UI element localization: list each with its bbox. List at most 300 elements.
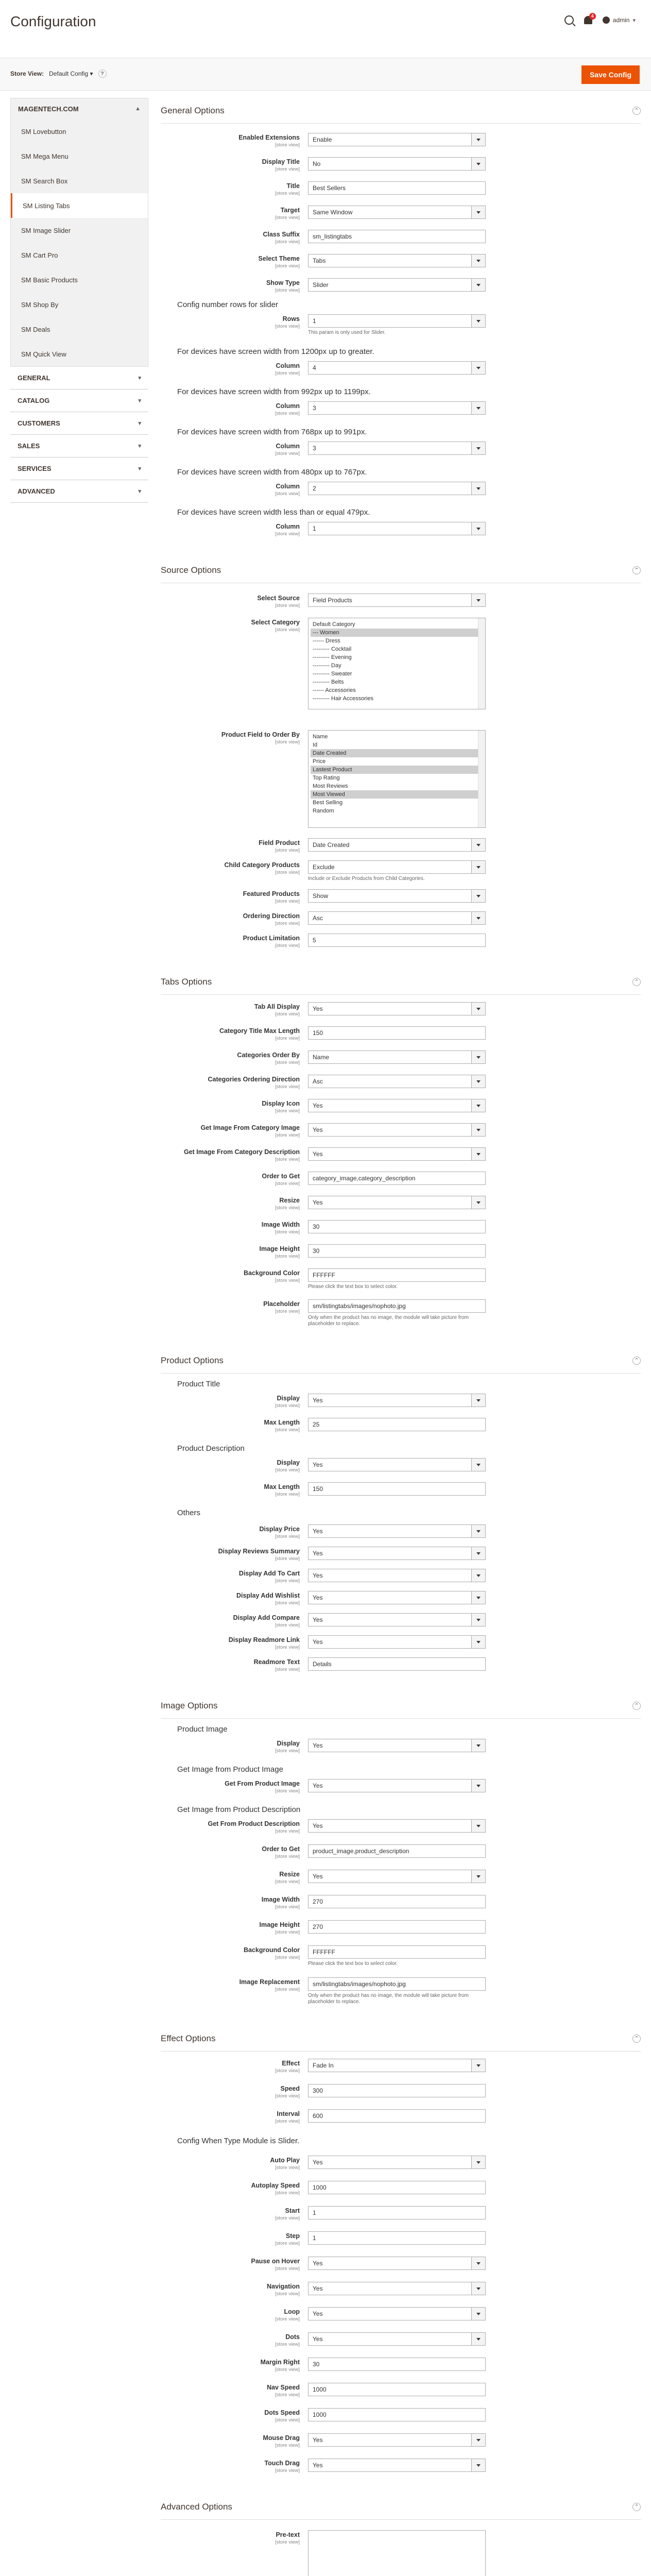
- field-label: Autoplay Speed [store view]: [161, 2181, 308, 2196]
- scope-label: [store view]: [275, 1748, 300, 1754]
- field-wrap: [308, 934, 486, 948]
- scope-label: [store view]: [275, 2266, 300, 2272]
- scope-label: [store view]: [275, 1157, 300, 1162]
- field-label: Image Replacement [store view]: [161, 1977, 308, 2005]
- field-label: Display Add Compare [store view]: [161, 1613, 308, 1628]
- multiselect-option[interactable]: Lastest Product: [311, 766, 483, 774]
- field-label: Order to Get [store view]: [161, 1172, 308, 1187]
- field-label: Display Title [store view]: [161, 157, 308, 172]
- start-input[interactable]: 1: [308, 2206, 486, 2219]
- scope-label: [store view]: [275, 943, 300, 948]
- row-autoplay-speed: [161, 2181, 641, 2196]
- image-replacement-input[interactable]: sm/listingtabs/images/nophoto.jpg: [308, 1977, 486, 1991]
- section-source-options: [161, 557, 641, 948]
- field-note: This param is only used for Slider.: [308, 330, 386, 335]
- sidebar-item-sm-quick-view[interactable]: SM Quick View: [21, 350, 66, 358]
- subheading-config-when-type-module-is-slider: Config When Type Module is Slider.: [177, 2137, 300, 2145]
- row-start: [161, 2206, 641, 2221]
- field-label: Get From Product Image [store view]: [161, 1779, 308, 1794]
- row-display-icon: [161, 1099, 641, 1114]
- multiselect-option[interactable]: Top Rating: [313, 775, 340, 781]
- interval-input[interactable]: 600: [308, 2109, 486, 2123]
- section-header-source-options[interactable]: [161, 557, 641, 583]
- field-label: Display Add Wishlist [store view]: [161, 1591, 308, 1606]
- field-product-select[interactable]: Date Created: [308, 838, 486, 852]
- auto-play-select[interactable]: Yes: [308, 2156, 486, 2169]
- max-length-input[interactable]: 25: [308, 1418, 486, 1431]
- sidebar-group-header[interactable]: [11, 98, 148, 119]
- placeholder-input[interactable]: sm/listingtabs/images/nophoto.jpg: [308, 1299, 486, 1313]
- multiselect-option[interactable]: Date Created: [311, 749, 483, 757]
- field-wrap: [308, 1635, 486, 1650]
- field-wrap: [308, 522, 486, 537]
- sidebar-group-title: MAGENTECH.COM: [18, 105, 79, 113]
- row-pause-on-hover: [161, 2257, 641, 2272]
- field-wrap: [308, 2156, 486, 2171]
- scope-label: [store view]: [275, 324, 300, 329]
- row-enabled-extensions: [161, 133, 641, 148]
- field-wrap: [308, 2358, 486, 2372]
- field-label: Title [store view]: [161, 181, 308, 196]
- display-select[interactable]: Yes: [308, 1394, 486, 1407]
- sidebar-section-label: SALES: [18, 442, 40, 450]
- scope-label: [store view]: [275, 1600, 300, 1606]
- ordering-direction-select[interactable]: Asc: [308, 911, 486, 925]
- field-wrap: [308, 1613, 486, 1628]
- field-label: Product Field to Order By [store view]: [161, 730, 308, 828]
- touch-drag-select[interactable]: Yes: [308, 2459, 486, 2472]
- multiselect-option[interactable]: --- Women: [311, 629, 483, 637]
- select-theme-select[interactable]: Tabs: [308, 254, 486, 267]
- field-wrap: [308, 2307, 486, 2322]
- page-header: [0, 0, 651, 52]
- multiselect-option[interactable]: --------- Hair Accessories: [313, 696, 373, 702]
- sidebar-item-sm-deals[interactable]: SM Deals: [21, 325, 50, 333]
- row-readmore-text: [161, 1657, 641, 1672]
- row-get-image-from-category-description: [161, 1147, 641, 1162]
- scope-label: [store view]: [275, 1011, 300, 1017]
- scope-label: [store view]: [275, 2068, 300, 2074]
- readmore-text-input[interactable]: Details: [308, 1657, 486, 1671]
- field-label: Resize [store view]: [161, 1196, 308, 1211]
- multiselect-scrollbar[interactable]: [478, 731, 485, 827]
- field-label: Navigation [store view]: [161, 2282, 308, 2297]
- multiselect-option[interactable]: Random: [313, 808, 334, 814]
- row-title: [161, 181, 641, 196]
- scope-label: [store view]: [275, 1403, 300, 1409]
- scope-label: [store view]: [275, 1622, 300, 1628]
- sidebar-section-catalog[interactable]: [10, 389, 148, 412]
- field-label: Max Length [store view]: [161, 1482, 308, 1497]
- field-wrap: [308, 594, 486, 608]
- field-label: Display [store view]: [161, 1458, 308, 1473]
- section-title: General Options: [161, 105, 225, 115]
- scope-label: [store view]: [275, 1929, 300, 1935]
- notifications-icon[interactable]: [584, 13, 594, 24]
- multiselect-option[interactable]: ------ Accessories: [313, 687, 356, 693]
- show-type-select[interactable]: Slider: [308, 278, 486, 292]
- subheading-for-devices-have-screen-width-from-768px: For devices have screen width from 768px up to 991px.: [177, 428, 367, 436]
- row-ordering-direction: [161, 911, 641, 926]
- scope-label: [store view]: [275, 1309, 300, 1314]
- column-select[interactable]: 3: [308, 401, 486, 415]
- column-select[interactable]: 2: [308, 482, 486, 495]
- categories-ordering-direction-select[interactable]: Asc: [308, 1075, 486, 1088]
- row-resize: [161, 1870, 641, 1885]
- multiselect-option[interactable]: Price: [313, 758, 326, 765]
- field-wrap: [308, 1172, 486, 1187]
- field-label: Background Color [store view]: [161, 1268, 308, 1290]
- row-column: [161, 522, 641, 537]
- scope-label: [store view]: [275, 603, 300, 608]
- product-field-to-order-by-multiselect[interactable]: [308, 730, 486, 828]
- loop-select[interactable]: Yes: [308, 2307, 486, 2320]
- field-wrap: [308, 1920, 486, 1935]
- row-image-width: [161, 1895, 641, 1910]
- row-show-type: [161, 278, 641, 293]
- user-menu[interactable]: [603, 16, 636, 24]
- target-select[interactable]: Same Window: [308, 206, 486, 219]
- scope-label: [store view]: [275, 1181, 300, 1187]
- sidebar-item-sm-mega-menu[interactable]: SM Mega Menu: [21, 152, 68, 160]
- search-icon[interactable]: [564, 15, 574, 25]
- multiselect-option[interactable]: --------- Evening: [313, 654, 352, 660]
- order-to-get-input[interactable]: category_image,category_description: [308, 1172, 486, 1185]
- class-suffix-input[interactable]: sm_listingtabs: [308, 230, 486, 243]
- get-from-product-description-select[interactable]: Yes: [308, 1819, 486, 1833]
- field-wrap: [308, 1547, 486, 1562]
- field-label: Interval [store view]: [161, 2109, 308, 2124]
- row-display-title: [161, 157, 641, 172]
- field-label: Column [store view]: [161, 361, 308, 376]
- section-header-image-options[interactable]: [161, 1693, 641, 1719]
- field-label: Start [store view]: [161, 2206, 308, 2221]
- field-label: Image Height [store view]: [161, 1920, 308, 1935]
- categories-order-by-select[interactable]: Name: [308, 1050, 486, 1064]
- image-height-input[interactable]: 270: [308, 1920, 486, 1934]
- sidebar-item-sm-listing-tabs[interactable]: SM Listing Tabs: [11, 193, 148, 218]
- mouse-drag-select[interactable]: Yes: [308, 2433, 486, 2447]
- row-display-add-wishlist: [161, 1591, 641, 1606]
- title-input[interactable]: Best Sellers: [308, 181, 486, 195]
- multiselect-option[interactable]: --------- Cocktail: [313, 646, 352, 652]
- display-select[interactable]: Yes: [308, 1458, 486, 1471]
- sidebar-item-sm-shop-by[interactable]: SM Shop By: [21, 300, 59, 309]
- field-wrap: [308, 482, 486, 497]
- field-label: Dots Speed [store view]: [161, 2408, 308, 2423]
- tab-all-display-select[interactable]: Yes: [308, 1002, 486, 1015]
- row-target: [161, 206, 641, 221]
- autoplay-speed-input[interactable]: 1000: [308, 2181, 486, 2194]
- product-limitation-input[interactable]: 5: [308, 934, 486, 947]
- field-label: Image Height [store view]: [161, 1244, 308, 1259]
- field-wrap: [308, 2109, 486, 2124]
- row-max-length: [161, 1482, 641, 1497]
- featured-products-select[interactable]: Show: [308, 889, 486, 903]
- subheading-product-title: Product Title: [177, 1380, 220, 1388]
- scope-label: [store view]: [275, 2539, 300, 2545]
- field-wrap: [308, 1819, 486, 1834]
- field-wrap: [308, 1196, 486, 1211]
- section-header-product-options[interactable]: [161, 1348, 641, 1374]
- field-wrap: [308, 1244, 486, 1259]
- scope-label: [store view]: [275, 1108, 300, 1114]
- sidebar-section-label: CUSTOMERS: [18, 419, 60, 427]
- row-pre-text: [161, 2530, 641, 2576]
- display-reviews-summary-select[interactable]: Yes: [308, 1547, 486, 1560]
- field-label: Image Width [store view]: [161, 1220, 308, 1235]
- field-label: Column [store view]: [161, 482, 308, 497]
- dots-select[interactable]: Yes: [308, 2332, 486, 2346]
- max-length-input[interactable]: 150: [308, 1482, 486, 1496]
- category-title-max-length-input[interactable]: 150: [308, 1026, 486, 1040]
- get-from-product-image-select[interactable]: Yes: [308, 1779, 486, 1792]
- scope-label: [store view]: [275, 2291, 300, 2297]
- display-title-select[interactable]: No: [308, 157, 486, 171]
- field-wrap: [308, 442, 486, 456]
- multiselect-option[interactable]: --------- Sweater: [313, 671, 352, 677]
- field-wrap: [308, 1977, 486, 2005]
- scope-label: [store view]: [275, 2165, 300, 2171]
- section-title: Product Options: [161, 1355, 224, 1365]
- row-get-image-from-category-image: [161, 1123, 641, 1138]
- multiselect-option[interactable]: Best Selling: [313, 800, 343, 806]
- field-label: Tab All Display [store view]: [161, 1002, 308, 1017]
- row-effect: [161, 2059, 641, 2074]
- multiselect-option[interactable]: Id: [313, 742, 318, 748]
- field-wrap: [308, 2332, 486, 2347]
- field-wrap: [308, 1099, 486, 1114]
- subheading-for-devices-have-screen-width-from-992px: For devices have screen width from 992px up to 1199px.: [177, 387, 371, 396]
- sidebar-section-sales[interactable]: [10, 435, 148, 457]
- display-icon-select[interactable]: Yes: [308, 1099, 486, 1112]
- field-label: Get Image From Category Image [store view]: [161, 1123, 308, 1138]
- row-nav-speed: [161, 2383, 641, 2398]
- multiselect-option[interactable]: ------ Dress: [313, 638, 340, 644]
- field-wrap: [308, 1779, 486, 1794]
- step-input[interactable]: 1: [308, 2231, 486, 2245]
- section-product-options: [161, 1348, 641, 1672]
- subheading-for-devices-have-screen-width-from-480px: For devices have screen width from 480px up to 767px.: [177, 468, 367, 477]
- column-select[interactable]: 4: [308, 361, 486, 375]
- field-label: Dots [store view]: [161, 2332, 308, 2347]
- scope-label: [store view]: [275, 1955, 300, 1960]
- row-interval: [161, 2109, 641, 2124]
- field-wrap: [308, 1945, 486, 1967]
- field-wrap: [308, 1844, 486, 1859]
- field-label: Enabled Extensions [store view]: [161, 133, 308, 148]
- row-image-height: [161, 1920, 641, 1935]
- scope-label: [store view]: [275, 1645, 300, 1650]
- scope-label: [store view]: [275, 1278, 300, 1283]
- nav-speed-input[interactable]: 1000: [308, 2383, 486, 2396]
- display-add-compare-select[interactable]: Yes: [308, 1613, 486, 1626]
- scope-label: [store view]: [275, 239, 300, 245]
- scope-label: [store view]: [275, 2215, 300, 2221]
- field-wrap: [308, 2181, 486, 2196]
- sidebar-item-sm-image-slider[interactable]: SM Image Slider: [21, 226, 71, 234]
- field-label: Readmore Text [store view]: [161, 1657, 308, 1672]
- section-effect-options: [161, 2026, 641, 2473]
- effect-select[interactable]: Fade In: [308, 2059, 486, 2072]
- section-header-tabs-options[interactable]: [161, 969, 641, 995]
- save-config-button[interactable]: Save Config: [581, 65, 640, 84]
- scope-label: [store view]: [275, 1492, 300, 1497]
- field-wrap: [308, 401, 486, 416]
- row-display-readmore-link: [161, 1635, 641, 1650]
- sidebar-section-customers[interactable]: [10, 412, 148, 435]
- section-title: Advanced Options: [161, 2501, 232, 2512]
- column-select[interactable]: 3: [308, 442, 486, 455]
- order-to-get-input[interactable]: product_image,product_description: [308, 1844, 486, 1858]
- row-field-product: [161, 838, 641, 853]
- row-touch-drag: [161, 2459, 641, 2473]
- field-note: Only when the product has no image, the module will take picture from placeholder to replace.: [308, 1993, 469, 2005]
- field-label: Column [store view]: [161, 522, 308, 537]
- sidebar-item-sm-cart-pro[interactable]: SM Cart Pro: [21, 251, 58, 259]
- margin-right-input[interactable]: 30: [308, 2358, 486, 2371]
- scope-label: [store view]: [275, 2417, 300, 2423]
- sidebar-section-label: SERVICES: [18, 465, 52, 472]
- field-wrap: [308, 618, 486, 709]
- field-label: Column [store view]: [161, 442, 308, 456]
- sidebar-item-sm-search-box[interactable]: SM Search Box: [21, 177, 68, 185]
- multiselect-option[interactable]: --------- Belts: [313, 679, 344, 685]
- select-category-multiselect[interactable]: [308, 618, 486, 709]
- field-label: Mouse Drag [store view]: [161, 2433, 308, 2448]
- field-wrap: [308, 2059, 486, 2074]
- multiselect-option[interactable]: Most Reviews: [313, 783, 348, 789]
- chevron-down-icon: ▾: [632, 17, 636, 24]
- resize-select[interactable]: Yes: [308, 1196, 486, 1209]
- field-wrap: [308, 254, 486, 269]
- display-add-wishlist-select[interactable]: Yes: [308, 1591, 486, 1604]
- speed-input[interactable]: 300: [308, 2084, 486, 2097]
- multiselect-option[interactable]: Default Category: [313, 621, 355, 628]
- field-label: Background Color [store view]: [161, 1945, 308, 1967]
- field-wrap: [308, 2383, 486, 2398]
- scope-label: [store view]: [275, 2093, 300, 2099]
- row-column: [161, 401, 641, 416]
- rows-select[interactable]: 1: [308, 314, 486, 328]
- display-select[interactable]: Yes: [308, 1739, 486, 1752]
- field-label: Get Image From Category Description [store view]: [161, 1147, 308, 1162]
- field-label: Display Icon [store view]: [161, 1099, 308, 1114]
- pre-text-textarea[interactable]: [308, 2530, 486, 2576]
- display-add-to-cart-select[interactable]: Yes: [308, 1569, 486, 1582]
- collapse-icon: ⌃: [632, 566, 641, 574]
- section-title: Effect Options: [161, 2033, 216, 2043]
- multiselect-option[interactable]: --------- Day: [313, 663, 341, 669]
- multiselect-scrollbar[interactable]: [478, 618, 485, 709]
- display-readmore-link-select[interactable]: Yes: [308, 1635, 486, 1649]
- scope-label: [store view]: [275, 2316, 300, 2322]
- field-wrap: [308, 1147, 486, 1162]
- sidebar-section-services[interactable]: [10, 457, 148, 480]
- chevron-down-icon: ▾: [138, 375, 141, 381]
- section-image-options: [161, 1693, 641, 2005]
- background-color-input[interactable]: FFFFFF: [308, 1268, 486, 1282]
- dots-speed-input[interactable]: 1000: [308, 2408, 486, 2421]
- pause-on-hover-select[interactable]: Yes: [308, 2257, 486, 2270]
- store-view-switcher[interactable]: Default Config ▾: [49, 70, 93, 77]
- sidebar-section-advanced[interactable]: [10, 480, 148, 503]
- row-featured-products: [161, 889, 641, 904]
- field-label: Rows [store view]: [161, 314, 308, 336]
- navigation-select[interactable]: Yes: [308, 2282, 486, 2295]
- help-icon[interactable]: ?: [98, 70, 107, 78]
- field-wrap: [308, 1870, 486, 1885]
- column-select[interactable]: 1: [308, 522, 486, 535]
- get-image-from-category-image-select[interactable]: Yes: [308, 1123, 486, 1137]
- section-header-advanced-options[interactable]: [161, 2494, 641, 2520]
- field-label: Display Reviews Summary [store view]: [161, 1547, 308, 1562]
- collapse-icon: ⌃: [632, 1357, 641, 1365]
- field-wrap: [308, 2231, 486, 2246]
- resize-select[interactable]: Yes: [308, 1870, 486, 1883]
- field-label: Image Width [store view]: [161, 1895, 308, 1910]
- field-label: Loop [store view]: [161, 2307, 308, 2322]
- field-wrap: [308, 889, 486, 904]
- sidebar-section-general[interactable]: [10, 367, 148, 389]
- sidebar-section-label: ADVANCED: [18, 487, 55, 495]
- get-image-from-category-description-select[interactable]: Yes: [308, 1147, 486, 1161]
- background-color-input[interactable]: FFFFFF: [308, 1945, 486, 1959]
- select-source-select[interactable]: Field Products: [308, 594, 486, 607]
- scope-label: [store view]: [275, 870, 300, 875]
- image-height-input[interactable]: 30: [308, 1244, 486, 1258]
- field-wrap: [308, 1220, 486, 1235]
- field-wrap: [308, 1394, 486, 1409]
- row-categories-order-by: [161, 1050, 641, 1065]
- scope-label: [store view]: [275, 287, 300, 293]
- field-wrap: [308, 133, 486, 148]
- row-display-price: [161, 1524, 641, 1539]
- scope-label: [store view]: [275, 2190, 300, 2196]
- row-display-add-to-cart: [161, 1569, 641, 1584]
- section-header-effect-options[interactable]: [161, 2026, 641, 2052]
- row-dots: [161, 2332, 641, 2347]
- collapse-icon: ⌃: [632, 2503, 641, 2511]
- display-price-select[interactable]: Yes: [308, 1524, 486, 1538]
- field-wrap: [308, 2408, 486, 2423]
- row-placeholder: [161, 1299, 641, 1327]
- chevron-down-icon: ▾: [138, 443, 141, 449]
- multiselect-option[interactable]: Name: [313, 734, 328, 740]
- row-product-limitation: [161, 934, 641, 948]
- row-dots-speed: [161, 2408, 641, 2423]
- field-wrap: [308, 911, 486, 926]
- field-label: Target [store view]: [161, 206, 308, 221]
- page-title: Configuration: [10, 13, 96, 29]
- sidebar-item-sm-basic-products[interactable]: SM Basic Products: [21, 276, 78, 284]
- image-width-input[interactable]: 270: [308, 1895, 486, 1908]
- sidebar-item-sm-lovebutton[interactable]: SM Lovebutton: [21, 127, 66, 135]
- section-header-general-options[interactable]: [161, 98, 641, 124]
- scope-label: [store view]: [275, 1879, 300, 1885]
- chevron-down-icon: ▾: [138, 398, 141, 404]
- row-categories-ordering-direction: [161, 1075, 641, 1090]
- field-wrap: [308, 2530, 486, 2576]
- child-category-products-select[interactable]: Exclude: [308, 860, 486, 874]
- row-auto-play: [161, 2156, 641, 2171]
- multiselect-option[interactable]: Most Viewed: [311, 790, 483, 799]
- image-width-input[interactable]: 30: [308, 1220, 486, 1233]
- subheading-config-number-rows-for-slider: Config number rows for slider: [177, 300, 278, 309]
- field-wrap: [308, 1739, 486, 1754]
- field-label: Categories Order By [store view]: [161, 1050, 308, 1065]
- enabled-extensions-select[interactable]: Enable: [308, 133, 486, 146]
